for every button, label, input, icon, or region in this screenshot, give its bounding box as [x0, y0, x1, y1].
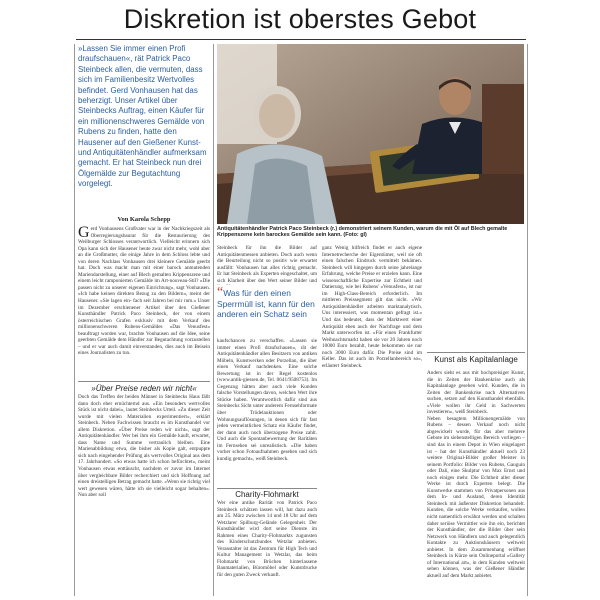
- pull-quote-text: Was für den einen Sperrmüll ist, kann für den anderen ein Schatz sein: [217, 288, 315, 319]
- body-column-3: [322, 245, 422, 594]
- divider: [78, 381, 210, 382]
- top-rule: [76, 39, 526, 40]
- body-column-2c: [217, 500, 317, 594]
- column-rule: [213, 44, 214, 596]
- pull-quote: [217, 285, 317, 320]
- quote-mark-icon: “: [217, 285, 224, 300]
- byline: Von Karola Schepp: [117, 216, 171, 223]
- body-column-4: [427, 370, 525, 594]
- body-column-2b: [217, 338, 317, 488]
- body-text: Wer eine antike Rarität von Patrick Paco Steinbeck schätzen lassen will, hat dazu auch am 25. März zwischen 14 und 18 Uhr auf dem Wetzlarer Spilburg-Gelände Gelegenheit. Der Kunsthändler wird dort seine Dienste im Rahmen eines Charity-Flohmarkts zugunsten des Kinderschutzbundes Wetzlar anbieten. Veranstalter ist das Zentrum für High Tech und Kultur Management in Wetzlar, das beim Flohmarkt von Brüchen hinterlassene Baumaterialien, Büromöbel oder Kunstdrucke für den guten Zweck verkauft.: [217, 500, 317, 579]
- right-border-rule: [527, 44, 528, 596]
- article-photo: [217, 44, 524, 224]
- body-text: Doch das Treffen der beiden Männer in Steinbecks Haus fällt dann doch eher ernüchternd aus. »Ein besonders wertvolles Stück ist nicht dabei«, lautet Steinbecks Urteil. »Zu dieser Zeit wurde mit vielen Materialien experimentiert«, erklärt Steinbeck. Neben Fachwissen braucht es im Kunsthandel vor allem Diskretion. »Über Preise reden wir nicht«, sagt der Antiquitätenhändler. Wer bei ihm ein Gemälde kauft, erwartet, dass Name und Summe vertraulich bleiben. Eine Marienabbildung etwa, die bisher als Kopie galt, entpuppte sich nach eingehender Prüfung als wertvolles Original aus dem 17. Jahrhundert. »So etwas hatte ich schon befürchtet«, meint Vonhausen etwas enttäuscht, nachdem er zuvor im Internet über vergleichbare Bilder recherchiert und sich Hoffnung auf einen dreistelligen Betrag gemacht hatte. »Wenn sie richtig viel wert gewesen wären, hätte ich sie vielleicht sogar behalten«. Nun aber soll: [78, 394, 210, 499]
- body-text: ganz Wenig hilfreich findet er auch eigene Internetrecherche der Eigentümer, weil sie oft einen falschen Eindruck vermittelt bekämen. Steinbeck will hingegen durch seine jahrelange Erfahrung, welche Preise er erzielen kann. Eine wissenschaftliche Expertise zur Echtheit und Datierung, wie bei Rubens' »Venusfest«, ist nur im High-Class-Bereich erforderlich. Im mittleren Preissegment gilt das nicht. »Wir Antiquitätenhändler arbeiten marktanalytisch. Uns interessiert, was momentan gefragt ist.« Und das bedeutet, dass der Marktwert einer Antiquität eben auch der Nachfrage und dem Markt unterworfen ist. »Für einen Frankfurter Weihnachtsmarkt haben sie vor 20 Jahren noch 10000 Euro bezahlt, heute bekommen sie nur noch 3000 Euro dafür. Die Preise sind im Keller. Das ist auch im Porzellanbereich so«, erläutert Steinbeck.: [322, 245, 422, 369]
- body-column-2a: [217, 245, 317, 285]
- photo-caption: Antiquitätenhändler Patrick Paco Steinbeck (r.) demonstriert seinem Kunden, warum die mit Öl auf Blech gemalte Krippenszene kein barockes Gemälde sein kann. (Foto: gl): [217, 226, 508, 239]
- teaser: »Lassen Sie immer einen Profi draufschauen«, rät Patrick Paco Steinbeck allen, die vermuten, dass sich im Familienbesitz Wertvolles befindet. Gerd Vonhausen hat das beherzigt. Unser Artikel über Steinbecks Auftrag, einen Käufer für ein millionenschweres Gemälde von Rubens zu finden, hatte den Hausener auf den Gießener Kunst- und Antiquitätenhändler aufmerksam gemacht. Er hat Steinbeck nun drei Ölgemälde zur Begutachtung vorgelegt.: [78, 44, 207, 189]
- headline: Diskretion ist oberstes Gebot: [123, 4, 477, 34]
- body-text: Neben besagtem Millionengemälde von Rubens – dessen Verkauf noch nicht abgewickelt wurde, für das aber mehrere Gebote im siebenstelligen Bereich vorliegen – sind das in einem Depot in Wien eingelagert ist – hat der Kunsthändler aktuell noch 23 weitere Original-Bilder großer Meister in seinem Portfolio: Bilder von Rubens, Gauguin oder Dalí, eine Skulptur von Max Ernst und noch einiges mehr. Die Echtheit aller dieser Werke ist durch Experten belegt. Die Kunstwerke stammen von Privatpersonen aus dem In- und Ausland, deren Identität Steinbeck mit äußerster Diskretion behandelt. Kunden, die solche Werke verkaufen, wollen nicht namentlich erwähnt werden und schalten daher seriöse Vermittler wie ihn ein, berichtet der Kunsthändler, der die Bilder über sein Netzwerk von Händlern und auch gelegentlich Kontakte zu Auktionshäusern weltweit anbietet. In dem Zusammenhang eröffnet Steinbeck in Kürze sein Onlineportal »Gallery of International art«, in dem Kunden weltweit sehen können, was der Gießener Händler aktuell auf dem Markt anbietet.: [427, 415, 525, 579]
- body-text: erd Vonhausens Großvater war in der Nachkriegszeit als Oberregierungsbaurat für die Restaurierung des Weilburger Schlosses verantwortlich. Vielleicht erinnern sich Opa kann sich der Hausener heute zwar nicht mehr, wohl aber an die Großmutter, die einige Jahre in dem Schloss lebte und von deren Nachlass Vonhausen drei kleinere Gemälde geerbt hat. Doch was macht man mit einer barock anmutenden Mariendarstellung, einer auf Blech gemalten Krippenszene und einem leicht ramponierten Gemälde im Art-nouveau-Stil? »Die passen nicht zu unserer eigenen Einrichtung«, sagt Vonhausen. »Ich habe keinen direkten Bezug zu den Bildern«, meint der Hausener. »Sie lagen ein- fach seit Jahren bei mir rum.« Unser im Dezember erschienener Artikel über den Gießener Kunsthändler Patrick Paco Steinbeck, der von einem österreichischen Grafen exklusiv mit dem Verkauf des millionenschweren Rubens-Gemäldes »Das Venusfest« beauftragt worden war, brachte Vonhausen auf die Idee, seine geerbten Gemälde dem Händler zur Begutachtung vorzustellen – und er war auch damit einverstanden, dies auch im Beisein eines Journalisten zu tun.: [78, 226, 210, 357]
- left-border-rule: [74, 44, 75, 596]
- body-text: kaufschancen zu verschaffen. »Lassen sie immer einen Profi draufschauen«, rät der Antiquitätenhändler allen Besitzern von antiken Möbeln, Kunstwerken oder Porzellan, die über einen Verkauf nachdenken. Eine solche Bewertung ist in der Regel kostenlos (www.antik-giessen.de, Tel. 0641/9508753). Im Gegenzug hätten aber auch viele Kunden falsche Vorstellungen davon, welchen Wert ihre Stücke haben. Verantwortlich dafür sind aus Steinbecks Sicht unter anderem Fernsehformate über Trödelauktionen oder Wohnungsauflösungen, in denen sich für fast jeden vermeintlichen Schatz ein Käufer findet, der dann auch noch überzogene Preise zahlt. Und auch die Spontanbewertung der Raritäten im Fernsehen sei unrealistisch. »Die haben vorher schon Fotoaufnahmen gesehen und sich kundig gemacht«, weiß Steinbeck.: [217, 338, 317, 462]
- body-column-1b: [78, 394, 210, 594]
- subhead-kapital: Kunst als Kapitalanlage: [434, 355, 518, 364]
- body-text: Anders sieht es aus mit hochpreisiger Kunst, die in Zeiten der Bankenkrise auch als Kapitalanlage gesehen wird. Kunden, die in Zeiten der Bankenkrise nach Alternativen suchen, setzen auf den Kunsthandel ebenfalls. »Viele wollen ihr Geld in Sachwerten investieren«, weiß Steinbeck.: [427, 370, 525, 416]
- divider: [217, 488, 317, 489]
- divider: [427, 352, 525, 353]
- subhead-charity: Charity-Flohmarkt: [235, 490, 299, 499]
- body-text: Steinbeck für ihn die Bilder auf Antiquitätenmessen anbieten. Doch auch wenn die Beurteilung nicht so positiv wie erwartet ausfällt: Vonhausen hat alles richtig gemacht. Er hat Steinbeck als Experten eingeschaltet, um sich Klarheit über den Wert seiner Bilder und: [217, 245, 317, 284]
- photo-antique-painting-inspection: [217, 44, 524, 224]
- subhead-preise: »Über Preise reden wir nicht«: [91, 384, 197, 393]
- dropcap: G: [78, 226, 90, 241]
- body-column-1a: [78, 226, 210, 378]
